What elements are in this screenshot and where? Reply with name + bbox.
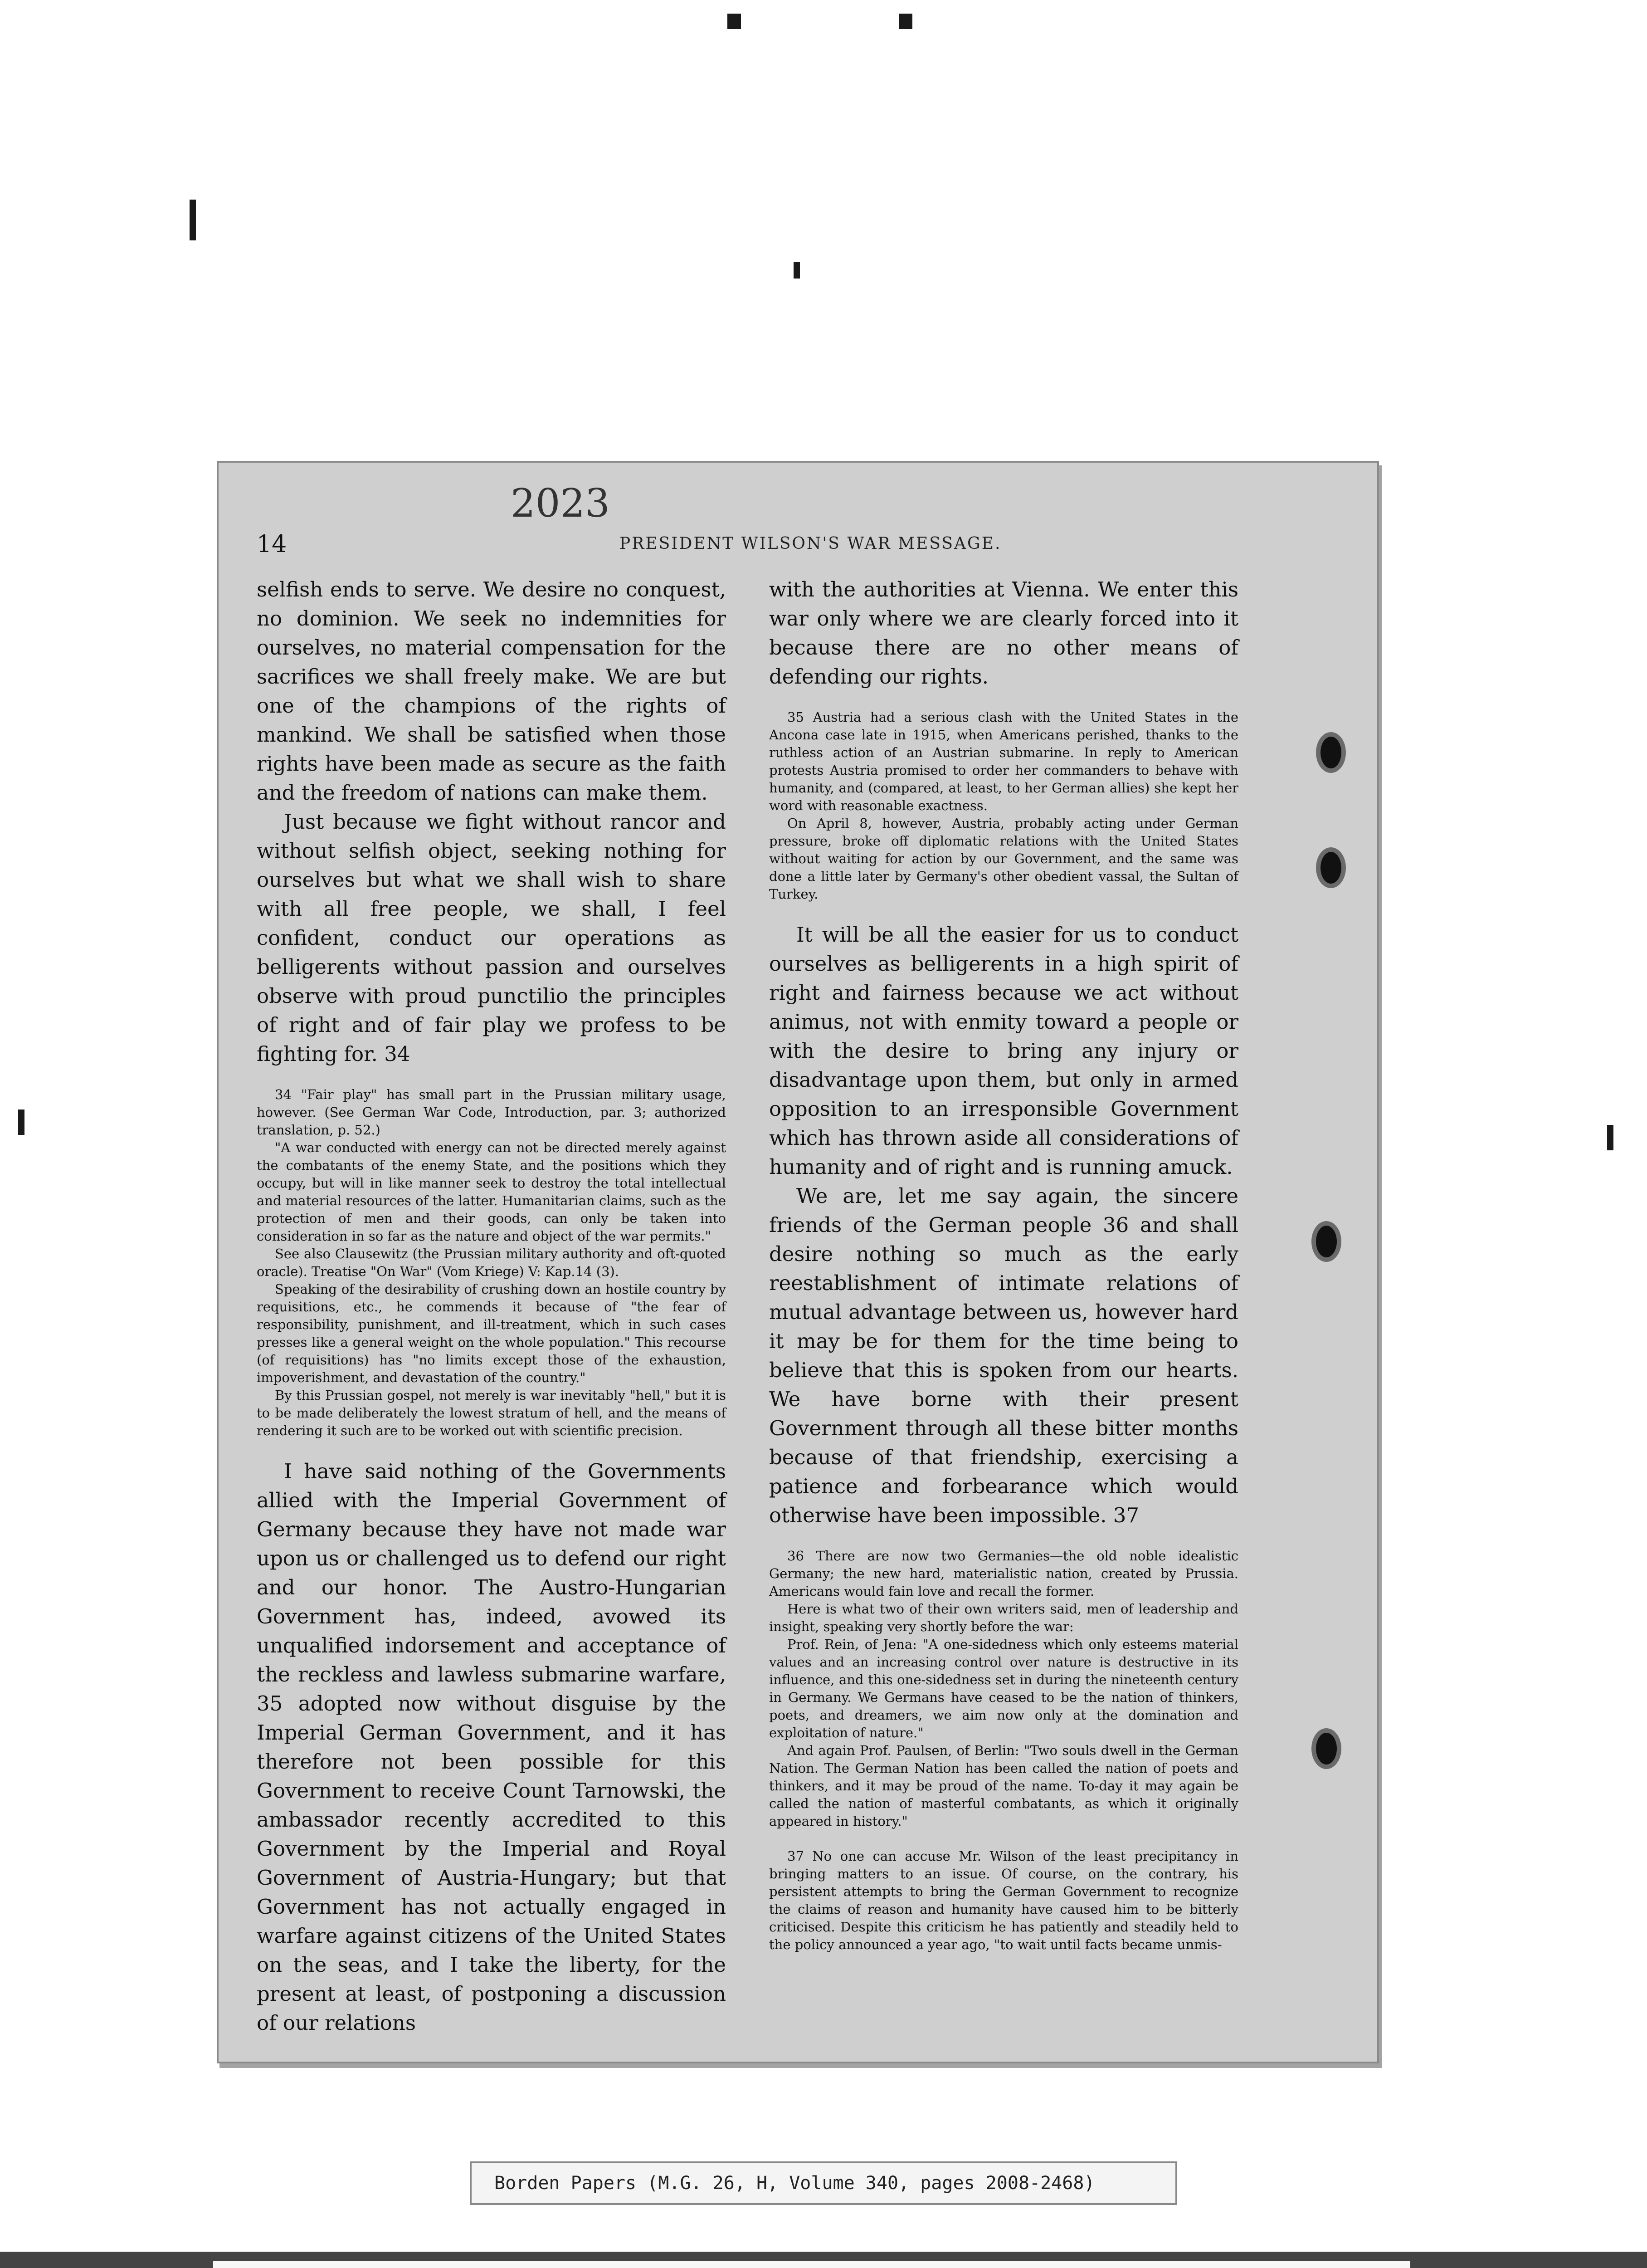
column-spacer <box>257 1440 726 1457</box>
body-paragraph: We are, let me say again, the sincere friends of the German people 36 and shall desire nothing so much as the early reestablishment of intimate relations of mutual advantage between us, however hard it may be for them for the time being to believe that this is spoken from our hearts. We have borne with their present Government through all these bitter months because of that friendship, exercising a patience and forbearance which would otherwise have been impossible. 37 <box>769 1184 1238 1527</box>
binder-hole-icon <box>1311 1221 1341 1262</box>
film-edge-mark <box>727 14 741 29</box>
running-head: PRESIDENT WILSON'S WAR MESSAGE. <box>619 534 1002 553</box>
body-paragraph: with the authorities at Vienna. We enter this war only where we are clearly forced into it because there are no other means of defending our rights. <box>769 577 1238 689</box>
footnote-paragraph: Speaking of the desirability of crushing down an hostile country by requisitions, etc., he commends it because of "the fear of responsibility, punishment, and ill-treatment, which in such cases presses like a general weight on the whole population." This recourse (of requisitions) has "no limits except those of the exhaustion, impoverishment, and devastation of the country." <box>257 1281 726 1385</box>
body-paragraph: I have said nothing of the Governments allied with the Imperial Government of Germany because they have not made war upon us or challenged us to defend our right and our honor. The Austro-Hungarian Government has, indeed, avowed its unqualified indorsement and acceptance of the reckless and lawless submarine warfare, 35 adopted now without disguise by the Imperial German Government, and it has therefore not been possible for this Government to receive Count Tarnowski, the ambassador recently accredited to this Government by the Imperial and Royal Government of Austria-Hungary; but that Government has not actually engaged in warfare against citizens of the United States on the seas, and I take the liberty, for the present at least, of postponing a discussion of our relations <box>257 1459 726 2035</box>
archive-card <box>213 2261 1410 2268</box>
handwritten-page-stamp: 2023 <box>511 481 610 526</box>
column-spacer <box>769 691 1238 709</box>
footnote-paragraph: 34 "Fair play" has small part in the Prussian military usage, however. (See German War Code, Introduction, par. 3; authorized translation, p. 52.) <box>257 1087 726 1138</box>
footnote-paragraph: 37 No one can accuse Mr. Wilson of the least precipitancy in bringing matters to an issue. Of course, on the contrary, his persistent attempts to bring the German Government to recognize the claims of reason and humanity have caused him to be bitterly criticised. Despite this criticism he has patiently and steadily held to the policy announced a year ago, "to wait until facts became unmis- <box>769 1848 1238 1952</box>
body-paragraph: selfish ends to serve. We desire no conquest, no dominion. We seek no indemnities for ourselves, no material compensation for the sacrifices we shall freely make. We are but one of the champions of the rights of mankind. We shall be satisfied when those rights have been made as secure as the faith and the freedom of nations can make them. <box>257 577 726 805</box>
footnote-paragraph: 36 There are now two Germanies—the old noble idealistic Germany; the new hard, materialistic nation, created by Prussia. Americans would fain love and recall the former. <box>769 1548 1238 1599</box>
film-edge-mark <box>1607 1125 1613 1150</box>
footnote-paragraph: Here is what two of their own writers said, men of leadership and insight, speaking very shortly before the war: <box>769 1601 1238 1634</box>
footnote-paragraph: By this Prussian gospel, not merely is war inevitably "hell," but it is to be made deliberately the lowest stratum of hell, and the means of rendering it such are to be worked out with scientific precision. <box>257 1388 726 1438</box>
footnote-paragraph: See also Clausewitz (the Prussian military authority and oft-quoted oracle). Treatise "On War" (Vom Kriege) V: Kap.14 (3). <box>257 1246 726 1279</box>
body-paragraph: It will be all the easier for us to conduct ourselves as belligerents in a high spirit of right and fairness because we act without animus, not with enmity toward a people or with the desire to bring any injury or disadvantage upon them, but only in armed opposition to an irresponsible Government which has thrown aside all considerations of humanity and of right and is running amuck. <box>769 923 1238 1179</box>
page-content <box>257 463 1350 2062</box>
column-spacer <box>257 1069 726 1086</box>
film-edge-mark <box>18 1110 24 1135</box>
binder-hole-icon <box>1316 847 1346 888</box>
column-spacer <box>769 903 1238 920</box>
footnote-paragraph: 35 Austria had a serious clash with the United States in the Ancona case late in 1915, when Americans perished, thanks to the ruthless action of an Austrian submarine. In reply to American protests Austria promised to order her commanders to behave with humanity, and (compared, at least, to her German allies) she kept her word with reasonable exactness. <box>769 709 1238 813</box>
binder-hole-icon <box>1316 732 1346 773</box>
citation-label: Borden Papers (M.G. 26, H, Volume 340, pages 2008-2468) <box>470 2161 1177 2205</box>
right-text-column <box>769 575 1238 1954</box>
footnote-paragraph: Prof. Rein, of Jena: "A one-sidedness which only esteems material values and an increasing control over nature is destructive in its influence, and this one-sidedness set in during the nineteenth century in Germany. We Germans have ceased to be the nation of thinkers, poets, and dreamers, we aim now only at the domination and exploitation of nature." <box>769 1637 1238 1740</box>
binder-hole-icon <box>1311 1728 1341 1769</box>
film-edge-mark <box>794 262 800 279</box>
body-paragraph: Just because we fight without rancor and without selfish object, seeking nothing for ourselves but what we shall wish to share with all free people, we shall, I feel confident, conduct our operations as belligerents without passion and ourselves observe with proud punctilio the principles of right and of fair play we profess to be fighting for. 34 <box>257 810 726 1066</box>
left-text-column <box>257 575 726 2038</box>
film-edge-mark <box>899 14 912 29</box>
page-number: 14 <box>257 531 287 558</box>
footnote-paragraph: On April 8, however, Austria, probably acting under German pressure, broke off diplomatic relations with the United States without waiting for action by our Government, and the same was done a little later by Germany's other obedient vassal, the Sultan of Turkey. <box>769 816 1238 902</box>
column-spacer <box>769 1530 1238 1547</box>
scanned-document-page <box>217 461 1379 2063</box>
column-spacer <box>769 1830 1238 1848</box>
footnote-paragraph: And again Prof. Paulsen, of Berlin: "Two souls dwell in the German Nation. The German Nation has been called the nation of poets and thinkers, and it may be proud of the name. To-day it may again be called the nation of masterful combatants, as which it originally appeared in history." <box>769 1743 1238 1829</box>
film-edge-mark <box>190 200 196 240</box>
footnote-paragraph: "A war conducted with energy can not be directed merely against the combatants of the enemy State, and the positions which they occupy, but will in like manner seek to destroy the total intellectual and material resources of the latter. Humanitarian claims, such as the protection of men and their goods, can only be taken into consideration in so far as the nature and object of the war permits." <box>257 1140 726 1244</box>
